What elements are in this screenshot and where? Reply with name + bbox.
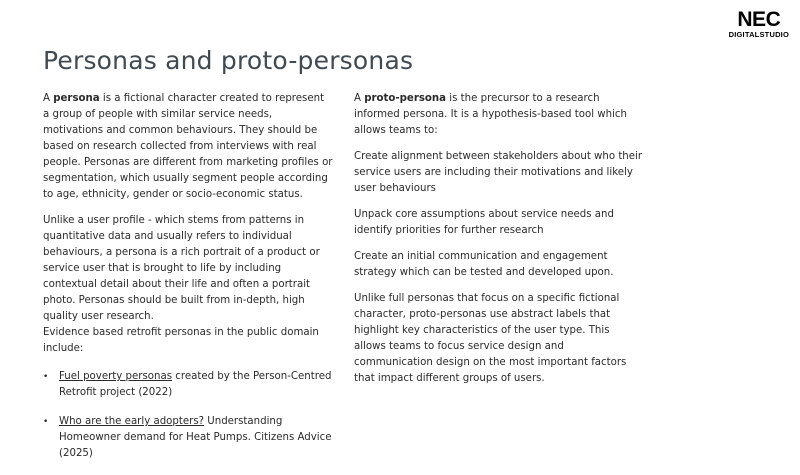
communication-strategy-paragraph: Create an initial communication and engagement strategy which can be tested and developed upon.: [354, 251, 614, 278]
list-item: [43, 369, 333, 401]
right-column: [354, 91, 644, 397]
proto-persona-definition-paragraph: [354, 91, 644, 139]
proto-persona-definition-text: is the precursor to a research informed persona. It is a hypothesis-based tool which allows teams to:: [354, 93, 627, 136]
persona-term: persona: [53, 93, 100, 104]
early-adopters-link[interactable]: Who are the early adopters?: [59, 416, 205, 427]
persona-definition-text: is a fictional character created to represent a group of people with similar service needs, motivations and common behaviours. They should be based on research collected from interviews with real people. Personas are different from marketing profiles or segmentation, which usually segment people according to age, ethnicity, gender or socio-economic status.: [43, 93, 333, 200]
proto-persona-prefix: A: [354, 93, 365, 104]
logo-wordmark: NEC: [737, 8, 781, 31]
proto-persona-term: proto-persona: [364, 93, 447, 104]
list-item-text: Understanding Homeowner demand for Heat Pumps. Citizens Advice (2025): [59, 416, 332, 459]
logo-subtitle: DIGITALSTUDIO: [728, 30, 789, 39]
alignment-paragraph: Create alignment between stakeholders about who their service users are including their motivations and likely user behaviours: [354, 151, 643, 194]
left-column: [43, 91, 333, 475]
page-title: Personas and proto-personas: [43, 46, 414, 75]
proto-persona-vs-full-paragraph: Unlike full personas that focus on a specific fictional character, proto-personas use abstract labels that highlight key characteristics of the user type. This allows teams to focus service design and communication design on the most important factors that impact different groups of users.: [354, 293, 627, 384]
persona-definition-paragraph: [43, 91, 333, 203]
fuel-poverty-personas-link[interactable]: Fuel poverty personas: [59, 371, 173, 382]
list-item-text: created by the Person-Centred Retrofit project (2022): [59, 371, 332, 398]
retrofit-personas-intro: Evidence based retrofit personas in the public domain include:: [43, 327, 319, 354]
nec-digitalstudio-logo: [729, 10, 789, 39]
persona-prefix: A: [43, 93, 54, 104]
assumptions-paragraph: Unpack core assumptions about service needs and identify priorities for further research: [354, 209, 614, 236]
retrofit-personas-list: [43, 369, 333, 462]
list-item: [43, 414, 333, 462]
persona-vs-profile-paragraph: Unlike a user profile - which stems from patterns in quantitative data and usually refers to individual behaviours, a persona is a rich portrait of a product or service user that is brought to life by including contextual detail about their life and often a portrait photo. Personas should be built from in-depth, high quality user research.: [43, 215, 320, 322]
